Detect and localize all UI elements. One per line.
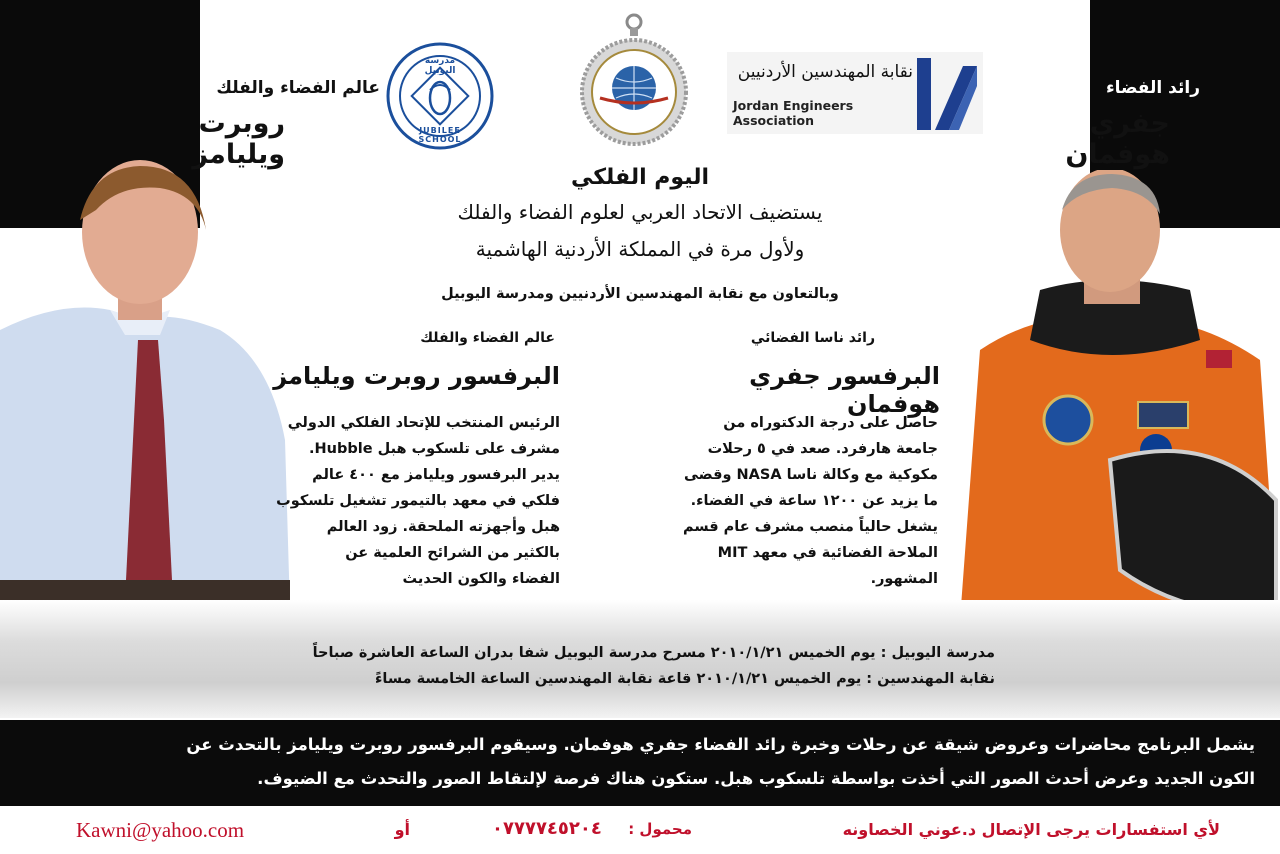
williams-bio-line: فلكي في معهد بالتيمور تشغيل تلسكوب	[276, 493, 560, 509]
right-header-name: جفري هوفمان	[1065, 108, 1170, 170]
program-line: يشمل البرنامج محاضرات وعروض شيقة عن رحلات وخبرة رائد الفضاء جفري هوفمان. وسيقوم البرفسور روبرت ويليامز بالتحدث عن	[186, 735, 1255, 754]
williams-bio-line: الفضاء والكون الحديث	[402, 571, 560, 587]
left-header-name: روبرت ويليامز	[192, 108, 285, 170]
williams-bio-line: يدير البرفسور ويليامز مع ٤٠٠ عالم	[312, 467, 560, 483]
mobile-number[interactable]: ٠٧٧٧٧٤٥٢٠٤	[492, 818, 602, 839]
hoffman-bio	[660, 410, 938, 592]
or-label: أو	[394, 820, 410, 839]
williams-name: البرفسور روبرت ويليامز	[273, 362, 560, 390]
schedule-line-jubilee: مدرسة اليوبيل : يوم الخميس ٢٠١٠/١/٢١ مسرح مدرسة اليوبيل شفا بدران الساعة العاشرة صباحاً	[312, 645, 995, 661]
hoffman-bio-line: يشغل حالياً منصب مشرف عام قسم	[683, 519, 938, 535]
left-header-title: عالم الفضاء والفلك	[216, 78, 380, 98]
right-header-title: رائد الفضاء	[1105, 78, 1200, 98]
williams-bio	[270, 410, 560, 592]
jubilee-school-logo	[386, 42, 494, 150]
jea-english-name: Jordan Engineers Association	[733, 98, 854, 128]
hoffman-bio-line: جامعة هارفرد. صعد في ٥ رحلات	[707, 441, 938, 457]
hoffman-bio-line: ما يزيد عن ١٢٠٠ ساعة في الفضاء.	[690, 493, 938, 509]
contact-email[interactable]: Kawni@yahoo.com	[76, 818, 245, 842]
jubilee-english-label: JUBILEE SCHOOL	[418, 126, 462, 144]
williams-portrait	[0, 160, 290, 610]
program-line: الكون الجديد وعرض أحدث الصور التي أخذت بواسطة تلسكوب هبل. ستكون هناك فرصة لإلتقاط الصور والتحدث مع الضيوف.	[257, 769, 1255, 788]
event-title: اليوم الفلكي	[570, 165, 710, 190]
hoffman-bio-line: الملاحة الفضائية في معهد MIT المشهور.	[717, 545, 938, 587]
williams-bio-line: مشرف على تلسكوب هبل Hubble.	[309, 441, 560, 457]
first-time-line: ولأول مرة في المملكة الأردنية الهاشمية	[475, 237, 805, 261]
program-text	[20, 728, 1255, 796]
cooperation-line: وبالتعاون مع نقابة المهندسين الأردنيين ومدرسة اليوبيل	[441, 286, 839, 302]
host-line: يستضيف الاتحاد العربي لعلوم الفضاء والفلك	[457, 200, 823, 224]
williams-bio-line: بالكثير من الشرائح العلمية عن	[345, 545, 560, 561]
arab-union-medallion-logo	[578, 8, 690, 148]
jea-logo	[727, 52, 983, 134]
williams-role: عالم الفضاء والفلك	[420, 330, 555, 346]
hoffman-name: البرفسور جفري هوفمان	[749, 362, 940, 418]
jea-arabic-name: نقابة المهندسين الأردنيين	[737, 62, 913, 82]
jubilee-arabic-label: مدرسة اليوبيل	[424, 56, 456, 76]
williams-bio-line: هبل وأجهزته الملحقة. زود العالم	[326, 519, 560, 535]
mobile-label: محمول :	[628, 820, 692, 838]
williams-bio-line: الرئيس المنتخب للإتحاد الفلكي الدولي	[287, 415, 560, 431]
schedule-line-engineers: نقابة المهندسين : يوم الخميس ٢٠١٠/١/٢١ قاعة نقابة المهندسين الساعة الخامسة مساءً	[374, 671, 995, 687]
hoffman-bio-line: حاصل على درجة الدكتوراه من	[723, 415, 938, 431]
hoffman-portrait	[960, 170, 1280, 620]
hoffman-bio-line: مكوكية مع وكالة ناسا NASA وقضى	[684, 467, 938, 483]
schedule	[260, 640, 995, 692]
hoffman-role: رائد ناسا الفضائي	[750, 330, 875, 346]
contact-label: لأي استفسارات يرجى الإتصال د.عوني الخصاونه	[842, 820, 1220, 839]
